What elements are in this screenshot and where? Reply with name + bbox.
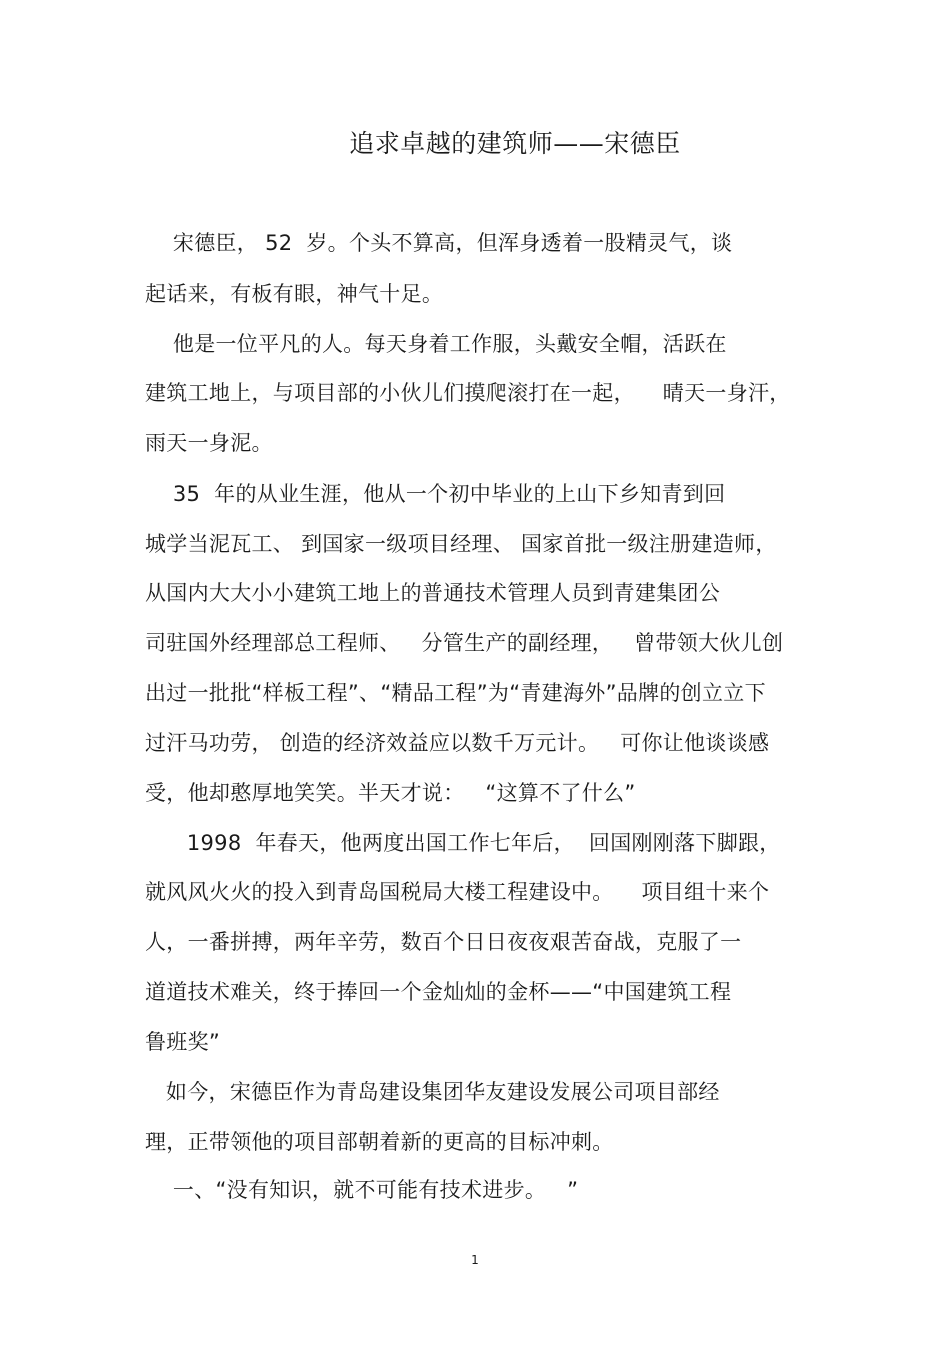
text-line: 建筑工地上，与项目部的小伙儿们摸爬滚打在一起， 晴天一身汗， [145, 381, 791, 405]
text-line: 城学当泥瓦工、 到国家一级项目经理、 国家首批一级注册建造师， [145, 532, 777, 556]
text-line: 人，一番拼搏，两年辛劳，数百个日日夜夜艰苦奋战，克服了一 [145, 930, 742, 954]
text-line: 鲁班奖” [145, 1030, 221, 1054]
text-line: 他是一位平凡的人。每天身着工作服，头戴安全帽，活跃在 [145, 332, 727, 356]
section-heading: 一、“没有知识，就不可能有技术进步。 ” [145, 1178, 579, 1202]
text-line: 如今，宋德臣作为青岛建设集团华友建设发展公司项目部经 [145, 1080, 720, 1104]
text-line: 受，他却憨厚地笑笑。半天才说： “这算不了什么” [145, 781, 636, 805]
text-line: 就风风火火的投入到青岛国税局大楼工程建设中。 项目组十来个 [145, 880, 770, 904]
text-line: 起话来，有板有眼，神气十足。 [145, 282, 444, 306]
text-line: 理，正带领他的项目部朝着新的更高的目标冲刺。 [145, 1130, 614, 1154]
text-line: 过汗马功劳， 创造的经济效益应以数千万元计。 可你让他谈谈感 [145, 731, 770, 755]
document-title: 追求卓越的建筑师——宋德臣 [349, 129, 681, 158]
text-line: 司驻国外经理部总工程师、 分管生产的副经理， 曾带领大伙儿创 [145, 631, 784, 655]
page-number: 1 [471, 1253, 479, 1267]
text-line: 35 年的从业生涯，他从一个初中毕业的上山下乡知青到回 [145, 482, 726, 506]
text-line: 道道技术难关，终于捧回一个金灿灿的金杯——“中国建筑工程 [145, 980, 732, 1004]
text-line: 宋德臣， 52 岁。个头不算高，但浑身透着一股精灵气，谈 [145, 231, 733, 255]
text-line: 出过一批批“样板工程”、“精品工程”为“青建海外”品牌的创立立下 [145, 681, 766, 705]
text-line: 雨天一身泥。 [145, 431, 273, 455]
text-line: 从国内大大小小建筑工地上的普通技术管理人员到青建集团公 [145, 581, 721, 605]
text-line: 1998 年春天，他两度出国工作七年后， 回国刚刚落下脚跟， [145, 831, 781, 855]
